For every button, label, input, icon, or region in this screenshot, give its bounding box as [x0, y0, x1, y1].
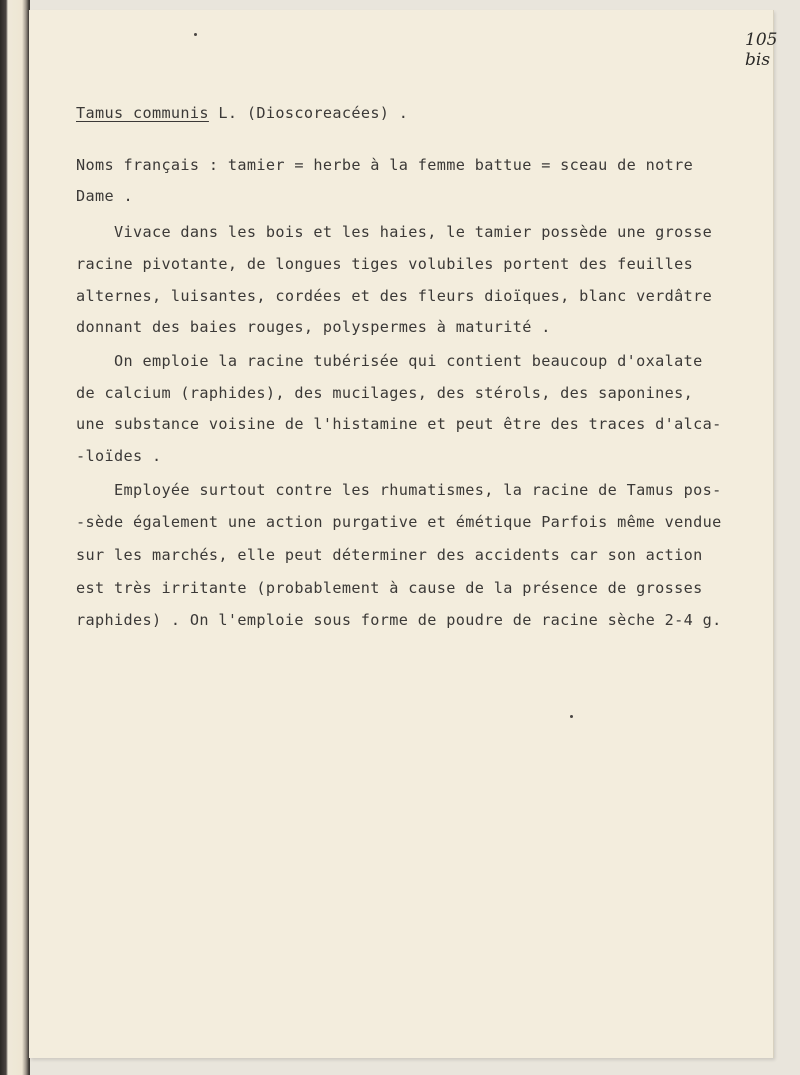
paper-speck — [570, 715, 573, 718]
text-line: Employée surtout contre les rhumatismes, la racine de Tamus pos- — [76, 481, 722, 499]
text-line: est très irritante (probablement à cause de la présence de grosses — [76, 579, 703, 597]
text-line: On emploie la racine tubérisée qui contient beaucoup d'oxalate — [76, 352, 703, 370]
text-line: -sède également une action purgative et émétique Parfois même vendue — [76, 513, 722, 531]
text-line: donnant des baies rouges, polyspermes à maturité . — [76, 318, 551, 336]
handwritten-page-number: 105 bis — [745, 30, 778, 70]
text-line: Vivace dans les bois et les haies, le tamier possède une grosse — [76, 223, 713, 241]
text-line: raphides) . On l'emploie sous forme de poudre de racine sèche 2-4 g. — [76, 611, 722, 629]
text-line: de calcium (raphides), des mucilages, des stérols, des saponines, — [76, 384, 694, 402]
text-line: Dame . — [76, 187, 133, 205]
text-line: sur les marchés, elle peut déterminer des accidents car son action — [76, 546, 703, 564]
text-line: une substance voisine de l'histamine et peut être des traces d'alca- — [76, 415, 722, 433]
text-line: Noms français : tamier = herbe à la femme battue = sceau de notre — [76, 156, 694, 174]
species-name: Tamus communis — [76, 104, 209, 122]
text-line: alternes, luisantes, cordées et des fleurs dioïques, blanc verdâtre — [76, 287, 713, 305]
title-rest: L. (Dioscoreacées) . — [208, 104, 409, 122]
text-line: racine pivotante, de longues tiges volubiles portent des feuilles — [76, 255, 694, 273]
document-title — [76, 106, 756, 121]
text-line: -loïdes . — [76, 447, 162, 465]
paper-speck — [194, 33, 197, 36]
book-binding-edge — [0, 0, 30, 1075]
